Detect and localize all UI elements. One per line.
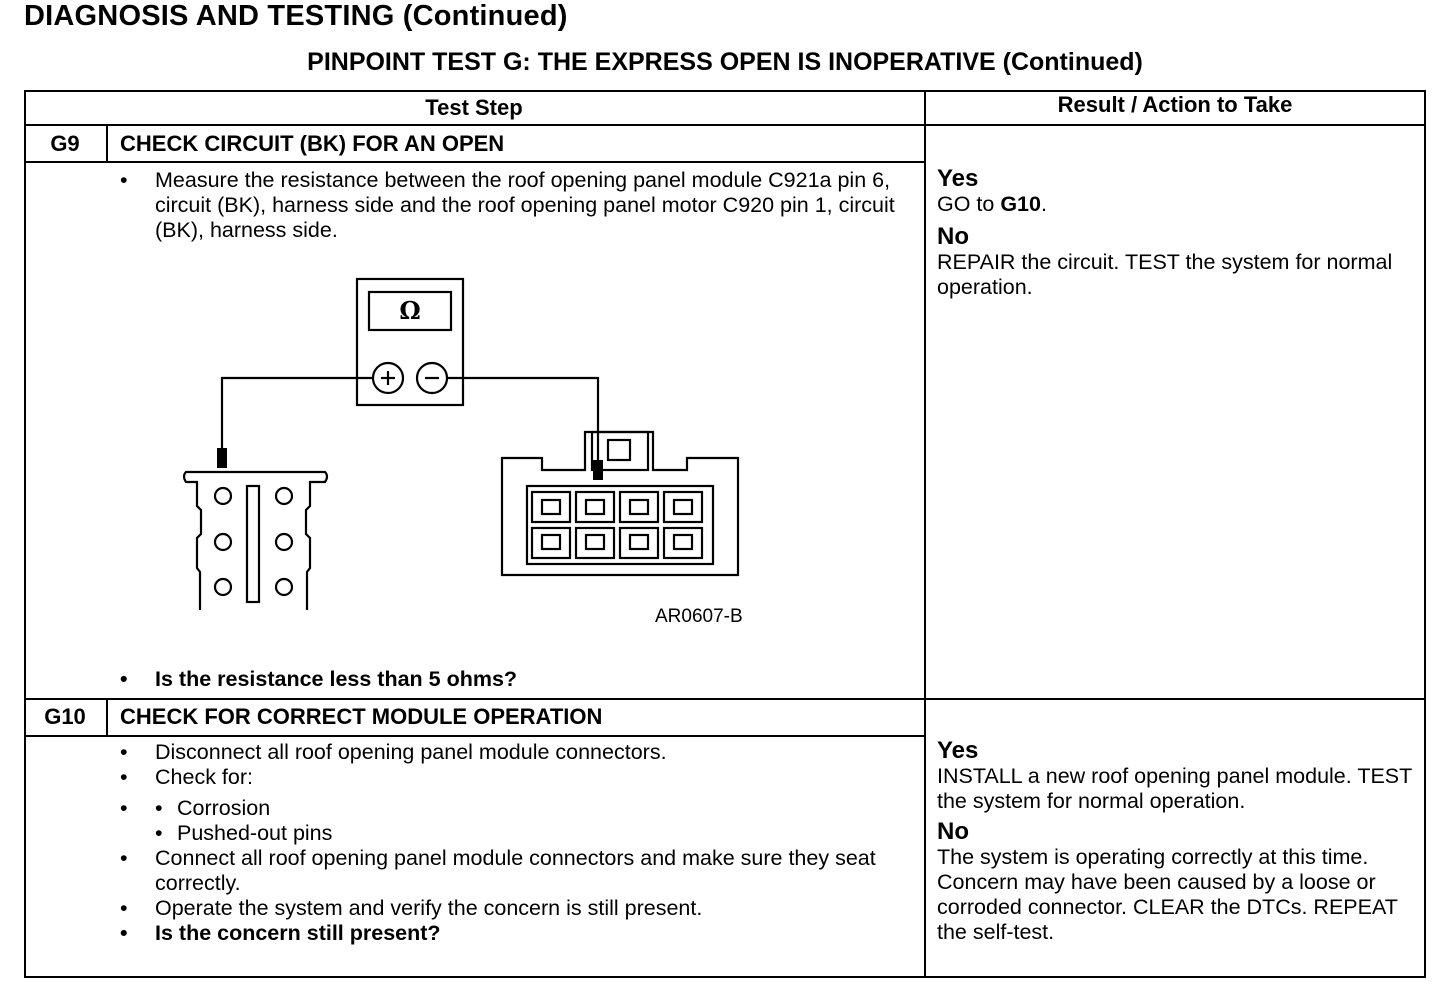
pin-icon <box>276 579 292 595</box>
pin-icon <box>215 488 231 504</box>
g9-yes-label: Yes <box>937 165 979 192</box>
pin-icon <box>215 579 231 595</box>
g9-no-label: No <box>937 223 969 250</box>
g10-id-divider <box>106 700 108 736</box>
g9-yes-suffix: . <box>1040 192 1047 216</box>
list-item: • Operate the system and verify the concern is still present. <box>120 896 910 921</box>
positive-probe <box>217 448 227 468</box>
g9-id-divider <box>106 126 108 162</box>
g9-title-divider <box>24 161 925 163</box>
motor-connector-c920 <box>184 472 327 610</box>
header-result-action: Result / Action to Take <box>1057 92 1293 117</box>
pinpoint-test-title: PINPOINT TEST G: THE EXPRESS OPEN IS INOPERATIVE (Continued) <box>307 48 1143 76</box>
sub-list-container <box>120 796 910 846</box>
column-divider <box>924 90 926 978</box>
check-for-list <box>155 796 910 846</box>
list-item: • Check for: <box>120 765 910 790</box>
header-divider <box>24 124 1426 126</box>
g10-title-divider <box>24 735 925 737</box>
g10-instructions <box>120 740 910 946</box>
g10-yes-text: INSTALL a new roof opening panel module. TEST the system for normal operation. <box>937 764 1412 813</box>
pin-icon <box>276 488 292 504</box>
g9-question: • Is the resistance less than 5 ohms? <box>120 667 910 692</box>
negative-probe <box>593 460 603 480</box>
ohm-symbol: Ω <box>399 296 421 325</box>
step-divider <box>24 698 1426 700</box>
step-title-g10: CHECK FOR CORRECT MODULE OPERATION <box>120 704 603 729</box>
g9-question-list <box>120 667 910 692</box>
table-border-bottom <box>24 976 1426 978</box>
negative-lead <box>447 378 598 460</box>
list-item: • • Corrosion <box>155 796 910 821</box>
g9-yes-prefix: GO to <box>937 192 1001 216</box>
g9-instructions <box>120 168 910 243</box>
step-title-g9: CHECK CIRCUIT (BK) FOR AN OPEN <box>120 131 505 156</box>
positive-lead <box>222 378 373 448</box>
page-title: DIAGNOSIS AND TESTING (Continued) <box>24 0 568 32</box>
g9-yes-target: G10 <box>1000 192 1041 216</box>
g10-no-label: No <box>937 818 969 845</box>
g10-question: • Is the concern still present? <box>120 921 910 946</box>
table-border-right <box>1424 90 1426 978</box>
g9-no-text: REPAIR the circuit. TEST the system for normal operation. <box>937 250 1393 299</box>
g10-no-text: The system is operating correctly at this time. Concern may have been caused by a loose or corroded connector. CLEAR the DTCs. REPEAT the self-test. <box>937 845 1398 944</box>
step-id-g9: G9 <box>50 131 80 156</box>
header-test-step: Test Step <box>425 95 523 120</box>
figure-code: AR0607-B <box>655 606 743 627</box>
g10-result <box>937 737 1419 949</box>
g9-yes-text <box>937 192 1417 217</box>
g10-yes-label: Yes <box>937 737 979 764</box>
table-border-left <box>24 90 26 978</box>
g9-result <box>937 165 1417 304</box>
list-item: • Disconnect all roof opening panel module connectors. <box>120 740 910 765</box>
list-item: • Measure the resistance between the roof opening panel module C921a pin 6, circuit (BK), harness side and the roof opening panel motor C920 pin 1, circuit (BK), harness side. <box>120 168 910 243</box>
list-item: • Pushed-out pins <box>155 821 910 846</box>
ohmmeter-wiring-diagram <box>170 270 770 610</box>
step-id-g10: G10 <box>44 704 86 729</box>
pin-icon <box>276 534 292 550</box>
pin-icon <box>215 534 231 550</box>
list-item: • Connect all roof opening panel module connectors and make sure they seat correctly. <box>120 846 910 896</box>
